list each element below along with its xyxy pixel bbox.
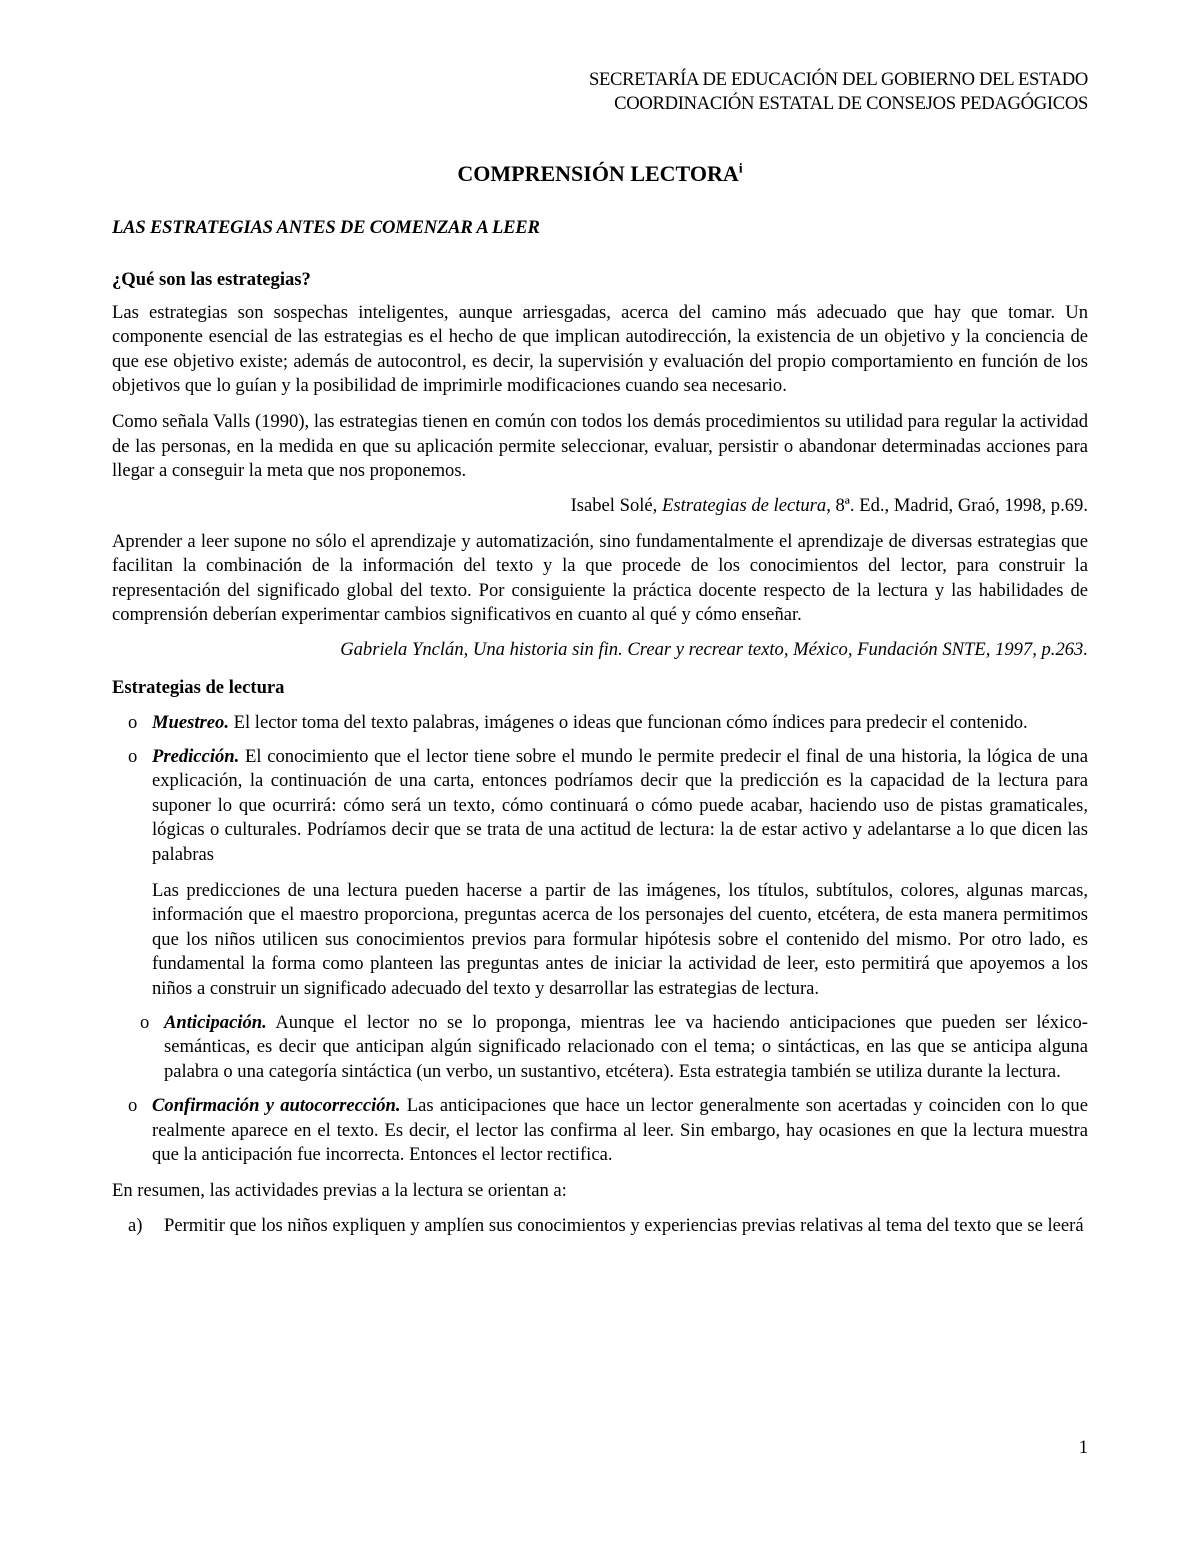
list-item-muestreo (112, 711, 1088, 735)
strategy-text: Aunque el lector no se lo proponga, mientras lee va haciendo anticipaciones que pueden ser léxico-semánticas, es decir que anticipan algún significado relacionado con el tema; o sintácticas, en las que se anticipa alguna palabra o una categoría sintáctica (un verbo, un sustantivo, etcétera). Esta estrategia también se utiliza durante la lectura. (164, 1011, 1088, 1082)
strategies-list (112, 711, 1088, 1168)
strategy-term: Predicción. (152, 745, 240, 767)
strategy-text: Las anticipaciones que hace un lector generalmente son acertadas y coinciden con lo que realmente aparece en el texto. Es decir, el lector las confirma al leer. Sin embargo, hay ocasiones en que la lectura muestra que la anticipación fue incorrecta. Entonces el lector rectifica. (152, 1095, 1088, 1165)
strategy-term: Confirmación y autocorrección. (152, 1095, 401, 1117)
strategy-term: Muestreo. (152, 711, 229, 733)
strategy-extra-paragraph: Las predicciones de una lectura pueden hacerse a partir de las imágenes, los títulos, subtítulos, colores, algunas marcas, información que el maestro proporciona, preguntas acerca de los personajes del cuento, etcétera, de esta manera permitimos que los niños utilicen sus conocimientos previos para formular hipótesis sobre el contenido del mismo. Por otro lado, es fundamental la forma como planteen las preguntas antes de iniciar la actividad de leer, esto permitirá que apoyemos a los niños a construir un significado adecuado del texto y desarrollar las estrategias de lectura. (152, 879, 1088, 999)
summary-item-text: Permitir que los niños expliquen y amplíen sus conocimientos y experiencias previas relativas al tema del texto que se leerá (164, 1214, 1084, 1236)
paragraph-valls: Como señala Valls (1990), las estrategias tienen en común con todos los demás procedimientos su utilidad para regular la actividad de las personas, en la medida en que su aplicación permite seleccionar, evaluar, persistir o abandonar determinadas acciones para llegar a conseguir la meta que nos proponemos. (112, 411, 1088, 482)
strategy-text: El lector toma del texto palabras, imágenes o ideas que funcionan cómo índices para predecir el contenido. (228, 711, 1028, 733)
bullet-icon: o (128, 745, 138, 767)
strategy-text: El conocimiento que el lector tiene sobre el mundo le permite predecir el final de una historia, la lógica de una explicación, la continuación de una carta, entonces podríamos decir que la predicción es la capacidad de la lectura para suponer lo que ocurrirá: cómo será un texto, cómo continuará o cómo puede acabar, haciendo uso de pistas gramaticales, lógicas o culturales. Podríamos decir que se trata de una actitud de lectura: la de estar activo y adelantarse a lo que dicen las palabras (152, 745, 1088, 865)
citation-sole-author: Isabel Solé, (570, 494, 662, 516)
document-title (112, 160, 1088, 188)
citation-ynclan: Gabriela Ynclán, Una historia sin fin. Crear y recrear texto, México, Fundación SNTE, 1997, p.263. (340, 638, 1088, 660)
page-number: 1 (1078, 1437, 1088, 1458)
list-item-anticipacion (112, 1011, 1088, 1084)
question-heading: ¿Qué son las estrategias? (112, 269, 311, 291)
paragraph-definition: Las estrategias son sospechas inteligentes, aunque arriesgadas, acerca del camino más adecuado que hay que tomar. Un componente esencial de las estrategias es el hecho de que implican autodirección, la existencia de un objetivo y la conciencia de que ese objetivo existe; además de autocontrol, es decir, la supervisión y evaluación del propio comportamiento en función de los objetivos que lo guían y la posibilidad de imprimirle modificaciones cuando sea necesario. (112, 301, 1088, 397)
bullet-icon: o (128, 711, 138, 733)
list-item-prediccion (112, 745, 1088, 1001)
strategies-heading: Estrategias de lectura (112, 677, 285, 699)
bullet-icon: o (128, 1095, 138, 1117)
document-header (112, 68, 1088, 116)
document-title-text: COMPRENSIÓN LECTORA (457, 161, 739, 186)
header-line-1: SECRETARÍA DE EDUCACIÓN DEL GOBIERNO DEL ESTADO (588, 69, 1088, 90)
list-item-confirmacion (112, 1094, 1088, 1167)
section-title: LAS ESTRATEGIAS ANTES DE COMENZAR A LEER (112, 217, 540, 238)
summary-list (112, 1214, 1088, 1238)
bullet-icon: o (140, 1011, 150, 1033)
citation-sole-rest: , 8ª. Ed., Madrid, Graó, 1998, p.69. (826, 494, 1088, 516)
header-line-2: COORDINACIÓN ESTATAL DE CONSEJOS PEDAGÓGICOS (614, 93, 1088, 114)
summary-item-marker: a) (128, 1214, 143, 1236)
summary-item (112, 1214, 1088, 1238)
footnote-marker[interactable]: i (738, 161, 743, 177)
summary-paragraph: En resumen, las actividades previas a la lectura se orientan a: (112, 1180, 567, 1202)
citation-sole-work: Estrategias de lectura (661, 494, 827, 516)
citation-sole (112, 494, 1088, 518)
paragraph-aprender: Aprender a leer supone no sólo el aprendizaje y automatización, sino fundamentalmente el aprendizaje de diversas estrategias que facilitan la combinación de la información del texto y la que procede de los conocimientos del lector, para construir la representación del significado global del texto. Por consiguiente la práctica docente respecto de la lectura y las habilidades de comprensión deberían experimentar cambios significativos en cuanto al qué y cómo enseñar. (112, 531, 1088, 626)
strategy-term: Anticipación. (164, 1011, 267, 1033)
